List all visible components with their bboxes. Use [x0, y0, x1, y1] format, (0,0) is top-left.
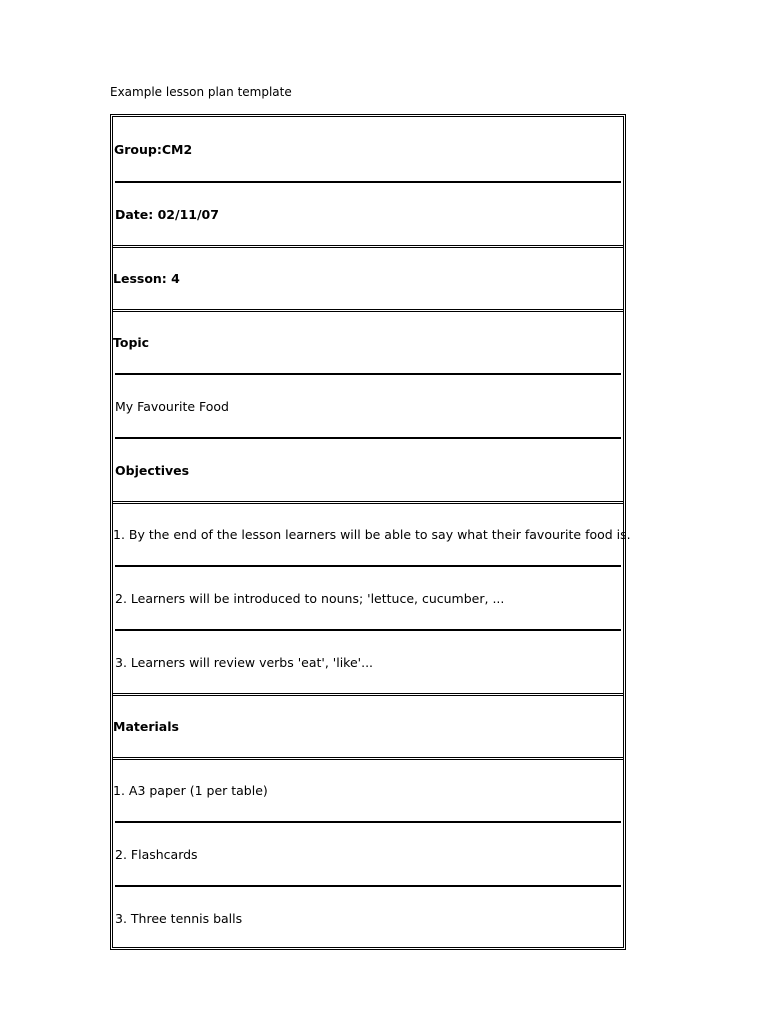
- materials-heading: Materials: [113, 719, 179, 734]
- table-row-material-3: [115, 885, 621, 949]
- table-row-objective-2: [115, 565, 621, 629]
- material-1-text: 1. A3 paper (1 per table): [113, 783, 268, 798]
- group-label: Group:CM2: [114, 141, 193, 157]
- objective-2-text: 2. Learners will be introduced to nouns; 'lettuce, cucumber, ...: [115, 590, 505, 606]
- objective-3-text: 3. Learners will review verbs 'eat', 'like'...: [115, 654, 374, 670]
- table-row-date: [115, 181, 621, 245]
- table-row-objective-1: [113, 501, 631, 565]
- date-label: Date: 02/11/07: [115, 206, 219, 222]
- objectives-heading: Objectives: [115, 462, 190, 478]
- topic-text: My Favourite Food: [115, 398, 229, 414]
- material-2-text: 2. Flashcards: [115, 846, 198, 862]
- objective-1-text: 1. By the end of the lesson learners will be able to say what their favourite food is.: [113, 527, 631, 542]
- table-row-lesson: [113, 245, 623, 309]
- table-row-topic-heading: [113, 309, 623, 373]
- material-3-text: 3. Three tennis balls: [115, 910, 243, 926]
- table-row-objectives-heading: [115, 437, 621, 501]
- table-row-objective-3: [115, 629, 621, 693]
- topic-heading: Topic: [113, 335, 150, 350]
- table-row-group: [114, 117, 622, 181]
- lesson-plan-table: [110, 114, 631, 950]
- table-row-material-1: [113, 757, 623, 821]
- lesson-label: Lesson: 4: [113, 271, 180, 286]
- document-title: Example lesson plan template: [110, 85, 292, 99]
- table-row-material-2: [115, 821, 621, 885]
- table-row-topic: [115, 373, 621, 437]
- table-row-materials-heading: [113, 693, 623, 757]
